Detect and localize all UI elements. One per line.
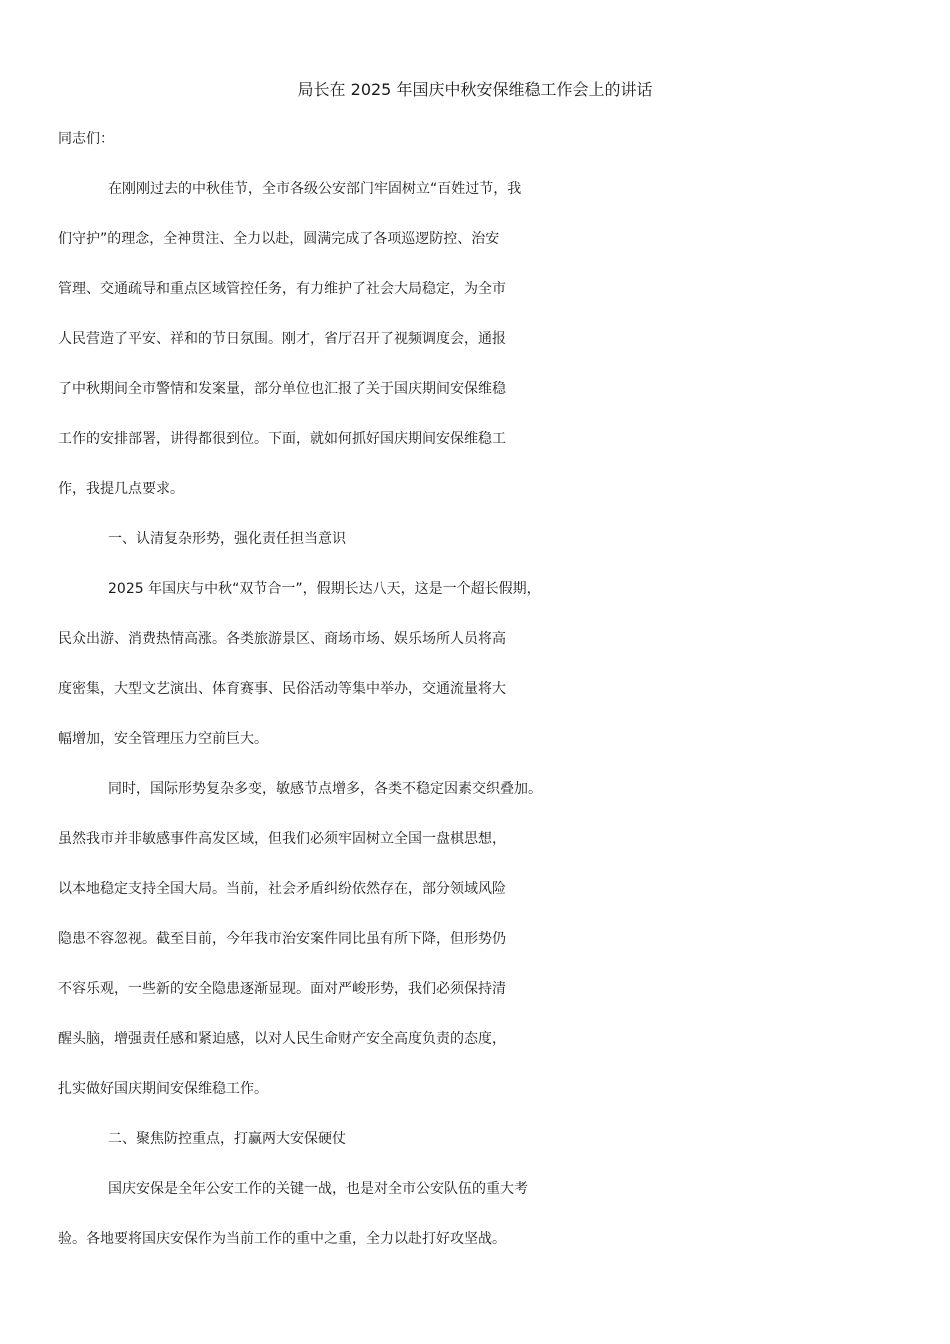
text-line: 们守护”的理念，全神贯注、全力以赴，圆满完成了各项巡逻防控、治安 — [58, 231, 500, 247]
text-line: 虽然我市并非敏感事件高发区域，但我们必须牢固树立全国一盘棋思想， — [58, 831, 506, 847]
text-line: 民众出游、消费热情高涨。各类旅游景区、商场市场、娱乐场所人员将高 — [58, 631, 506, 647]
text-line: 扎实做好国庆期间安保维稳工作。 — [58, 1081, 268, 1097]
text-line: 隐患不容忽视。截至目前，今年我市治安案件同比虽有所下降，但形势仍 — [58, 931, 506, 947]
text-line: 工作的安排部署，讲得都很到位。下面，就如何抓好国庆期间安保维稳工 — [58, 431, 506, 447]
text-line: 作，我提几点要求。 — [58, 481, 184, 497]
text-line: 幅增加，安全管理压力空前巨大。 — [58, 731, 268, 747]
section-heading: 一、认清复杂形势，强化责任担当意识 — [108, 531, 346, 547]
text-line: 度密集，大型文艺演出、体育赛事、民俗活动等集中举办，交通流量将大 — [58, 681, 506, 697]
document-body — [58, 114, 908, 1264]
text-line: 以本地稳定支持全国大局。当前，社会矛盾纠纷依然存在，部分领域风险 — [58, 881, 506, 897]
text-line: 验。各地要将国庆安保作为当前工作的重中之重，全力以赴打好攻坚战。 — [58, 1231, 506, 1247]
text-line: 国庆安保是全年公安工作的关键一战，也是对全市公安队伍的重大考 — [108, 1181, 528, 1197]
text-line: 管理、交通疏导和重点区域管控任务，有力维护了社会大局稳定，为全市 — [58, 281, 506, 297]
text-line: 不容乐观，一些新的安全隐患逐渐显现。面对严峻形势，我们必须保持清 — [58, 981, 506, 997]
document-title: 局长在 2025 年国庆中秋安保维稳工作会上的讲话 — [297, 80, 653, 99]
text-line: 人民营造了平安、祥和的节日氛围。刚才，省厅召开了视频调度会，通报 — [58, 331, 506, 347]
text-line: 在刚刚过去的中秋佳节，全市各级公安部门牢固树立“百姓过节，我 — [108, 181, 522, 197]
text-line: 同时，国际形势复杂多变，敏感节点增多，各类不稳定因素交织叠加。 — [108, 781, 542, 797]
text-line: 了中秋期间全市警情和发案量，部分单位也汇报了关于国庆期间安保维稳 — [58, 381, 506, 397]
text-line: 2025 年国庆与中秋“双节合一”，假期长达八天，这是一个超长假期， — [108, 581, 541, 597]
text-line: 同志们： — [58, 131, 114, 147]
text-line: 醒头脑，增强责任感和紧迫感，以对人民生命财产安全高度负责的态度， — [58, 1031, 506, 1047]
section-heading: 二、聚焦防控重点，打赢两大安保硬仗 — [108, 1131, 346, 1147]
